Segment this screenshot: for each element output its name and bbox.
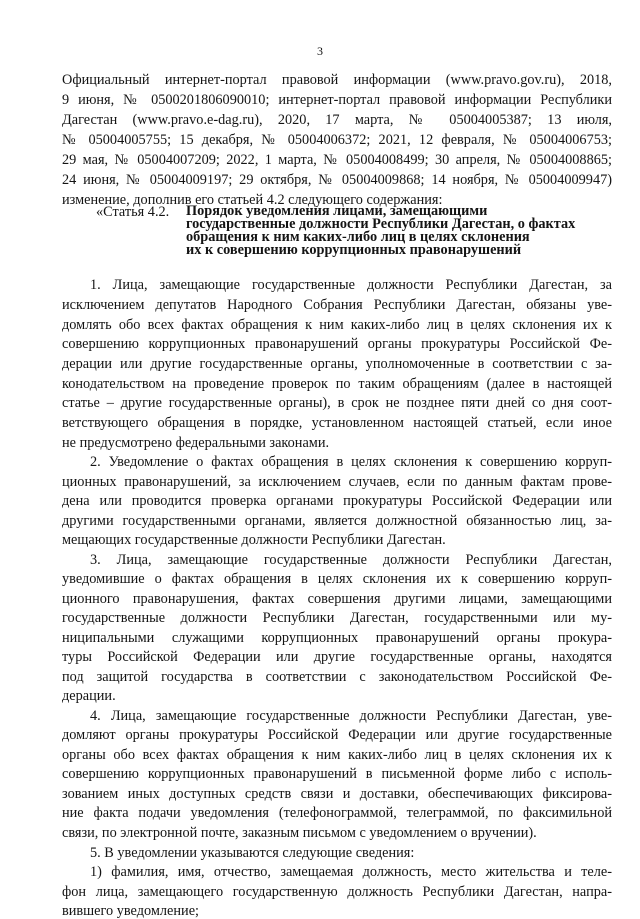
text-line: государственные должности Республики Дагестан, государственными или му- bbox=[62, 610, 612, 626]
text-line: фон лица, замещающего государственную должность Республики Дагестан, напра- bbox=[62, 884, 612, 900]
text-line: туры Российской Федерации или другие государственные органы, находятся bbox=[62, 649, 612, 665]
text-line: Официальный интернет-портал правовой информации (www.pravo.gov.ru), 2018, bbox=[62, 72, 612, 88]
text-line: уведомившие о фактах обращения в целях склонения их к совершению корруп- bbox=[62, 571, 612, 587]
text-line: другими государственными органами, является должностной обязанностью лиц, за- bbox=[62, 513, 612, 529]
text-line: 3. Лица, замещающие государственные должности Республики Дагестан, bbox=[90, 552, 612, 568]
text-line: вившего уведомление; bbox=[62, 903, 200, 919]
text-line: совершению коррупционных правонарушений в письменной форме либо с исполь- bbox=[62, 766, 612, 782]
text-line: № 05004005755; 15 декабря, № 05004006372; 2021, 12 февраля, № 05004006753; bbox=[62, 132, 612, 148]
text-line: зованием иных доступных средств связи и доставки, обеспечивающих фиксирова- bbox=[62, 786, 612, 802]
text-line: органы обо всех фактах обращения к ним каких-либо лиц в целях склонения их к bbox=[62, 747, 612, 763]
text-line: Дагестан (www.pravo.e-dag.ru), 2020, 17 марта, № 05004005387; 13 июля, bbox=[62, 112, 612, 128]
text-line: статье – другие государственные органы), в срок не позднее пяти дней со дня соот- bbox=[62, 395, 612, 411]
text-line: под защитой государства в соответствии с законодательством Российской Фе- bbox=[62, 669, 612, 685]
text-line: мещающих государственные должности Республики Дагестан. bbox=[62, 532, 446, 548]
text-line: 29 мая, № 05004007209; 2022, 1 марта, № 05004008499; 30 апреля, № 05004008865; bbox=[62, 152, 612, 168]
text-line: ниципальными служащими коррупционных правонарушений органы прокура- bbox=[62, 630, 612, 646]
text-line: исключением депутатов Народного Собрания Республики Дагестан, обязаны уве- bbox=[62, 297, 612, 313]
text-line: домляют органы прокуратуры Российской Федерации или другие государственные bbox=[62, 727, 612, 743]
text-line: 2. Уведомление о фактах обращения в целях склонения к совершению корруп- bbox=[90, 454, 612, 470]
article-number: «Статья 4.2. bbox=[96, 204, 170, 220]
article-title-line: государственные должности Республики Дагестан, о фактах bbox=[186, 216, 576, 232]
text-line: ционного правонарушения, фактах совершения другими лицами, замещающими bbox=[62, 591, 612, 607]
text-line: 9 июня, № 0500201806090010; интернет-портал правовой информации Республики bbox=[62, 92, 612, 108]
article-title-line: Порядок уведомления лицами, замещающими bbox=[186, 203, 488, 219]
text-line: 4. Лица, замещающие государственные должности Республики Дагестан, уве- bbox=[90, 708, 612, 724]
text-line: ние факта подачи уведомления (телефонограммой, телеграммой, по факсимильной bbox=[62, 805, 612, 821]
text-line: конодательством на проведение проверок по таким обращениям (далее в настоящей bbox=[62, 376, 612, 392]
text-line: связи, по электронной почте, заказным письмом с уведомлением о вручении). bbox=[62, 825, 537, 841]
text-line: дерации или другие государственные органы, уполномоченные в соответствии с за- bbox=[62, 356, 612, 372]
text-line: домлять обо всех фактах обращения к ним каких-либо лиц в целях склонения их к bbox=[62, 317, 612, 333]
text-line: совершению коррупционных правонарушений органы прокуратуры Российской Фе- bbox=[62, 336, 612, 352]
text-line: дена или проводится проверка органами прокуратуры Российской Федерации или bbox=[62, 493, 612, 509]
article-title-line: обращения к ним каких-либо лиц в целях склонения bbox=[186, 229, 530, 245]
text-line: изменение, дополнив его статьей 4.2 следующего содержания: bbox=[62, 192, 443, 208]
text-line: 1. Лица, замещающие государственные должности Республики Дагестан, за bbox=[90, 277, 612, 293]
text-line: 5. В уведомлении указываются следующие сведения: bbox=[90, 845, 415, 861]
page-number: 3 bbox=[317, 44, 323, 58]
text-line: 1) фамилия, имя, отчество, замещаемая должность, место жительства и теле- bbox=[90, 864, 612, 880]
article-title-line: их к совершению коррупционных правонарушений bbox=[186, 242, 522, 258]
text-line: не предусмотрено федеральными законами. bbox=[62, 435, 330, 451]
text-line: 24 июня, № 05004009197; 29 октября, № 05004009868; 14 ноября, № 05004009947) bbox=[62, 172, 612, 188]
text-line: ветствующего обращения в порядке, установленном настоящей статьей, если иное bbox=[62, 415, 612, 431]
text-line: ционных правонарушений, за исключением случаев, если по данным фактам прове- bbox=[62, 474, 612, 490]
text-line: дерации. bbox=[62, 688, 116, 704]
